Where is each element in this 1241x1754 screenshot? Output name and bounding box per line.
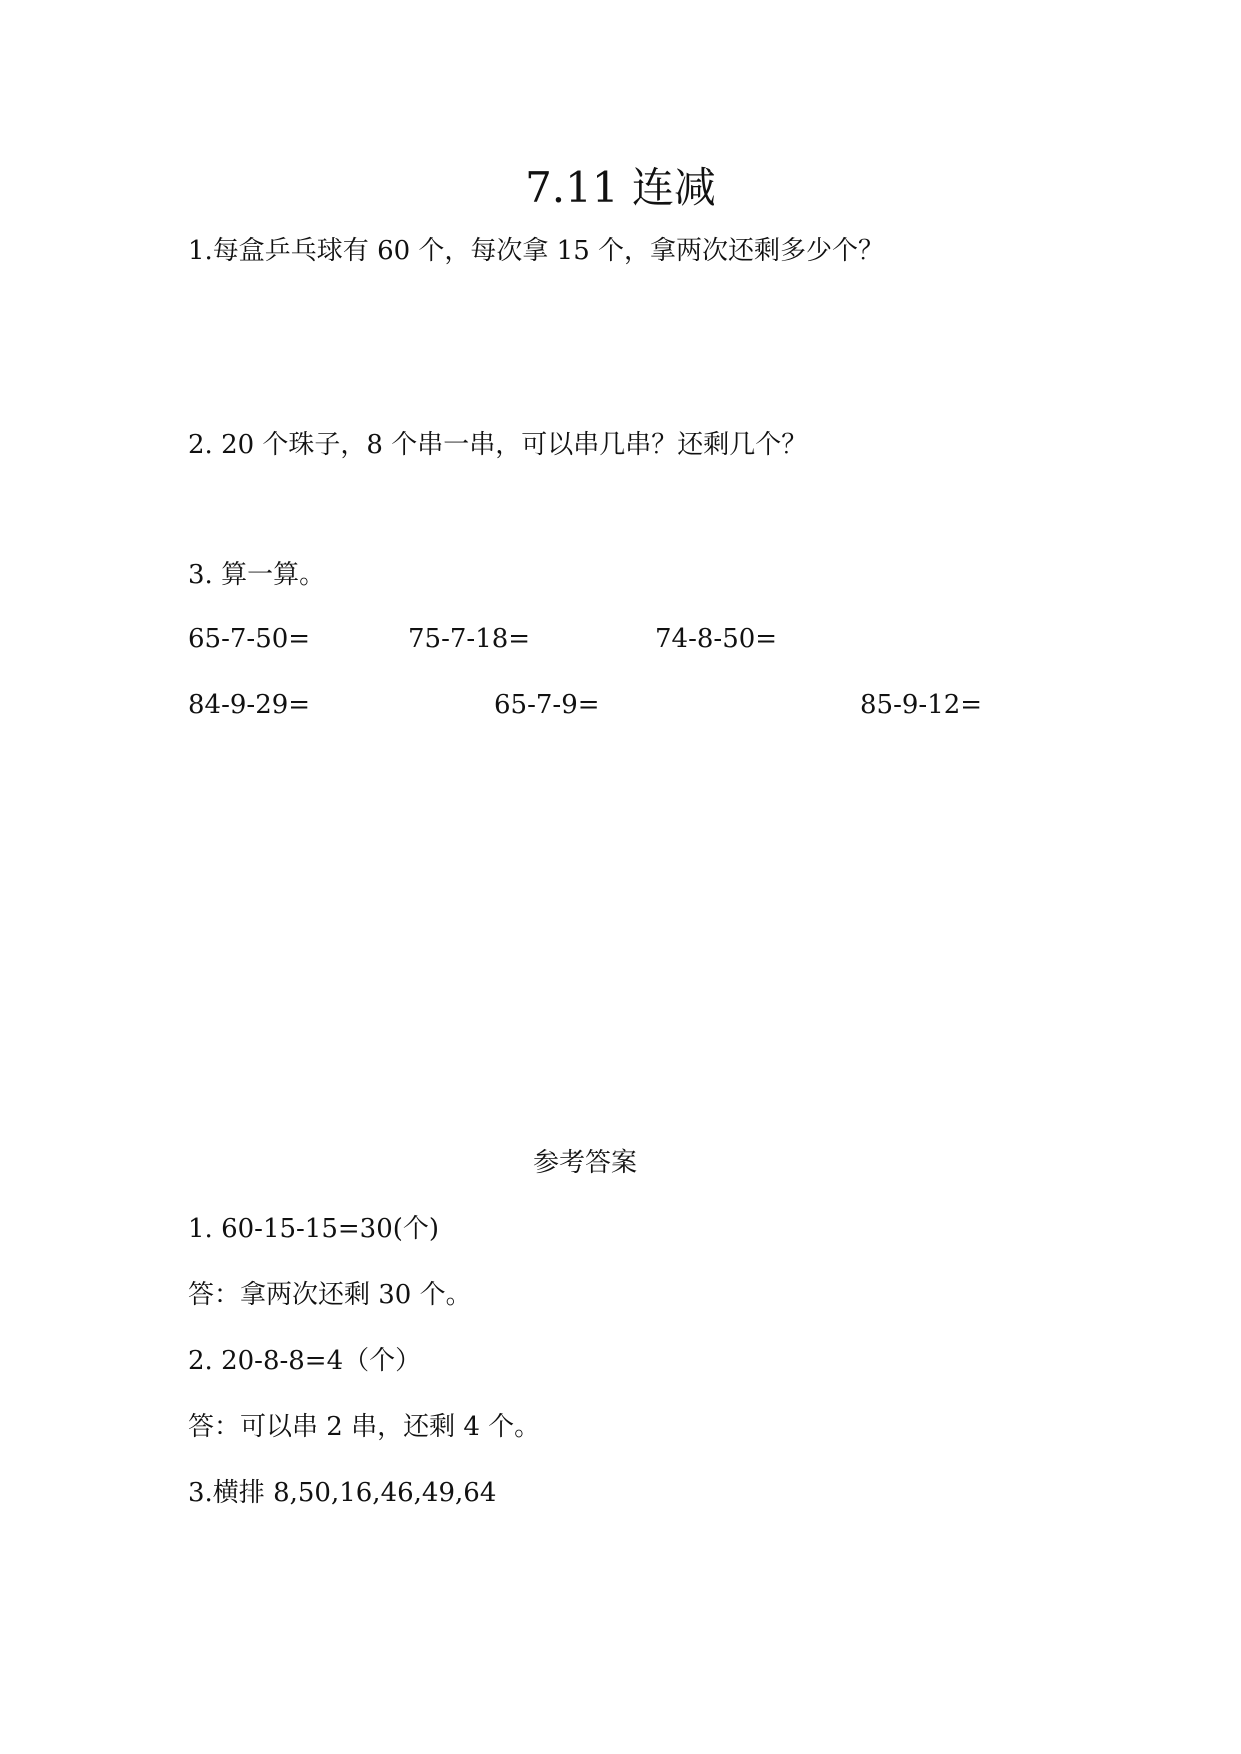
answer-2-text: 答：可以串 2 串，还剩 4 个。 — [188, 1412, 541, 1442]
answer-2-formula: 2. 20-8-8=4（个） — [188, 1346, 422, 1376]
calc-r1-c2: 75-7-18= — [408, 624, 531, 654]
calc-r2-c3: 85-9-12= — [860, 690, 983, 720]
calc-r1-c3: 74-8-50= — [655, 624, 778, 654]
calc-r2-c2: 65-7-9= — [494, 690, 600, 720]
question-1: 1.每盒乒乓球有 60 个，每次拿 15 个，拿两次还剩多少个？ — [188, 236, 885, 266]
answer-1-text: 答：拿两次还剩 30 个。 — [188, 1280, 472, 1310]
calc-r2-c1: 84-9-29= — [188, 690, 311, 720]
calc-r1-c1: 65-7-50= — [188, 624, 311, 654]
question-3: 3. 算一算。 — [188, 560, 326, 590]
question-2: 2. 20 个珠子，8 个串一串，可以串几串？还剩几个？ — [188, 430, 808, 460]
answer-3: 3.横排 8,50,16,46,49,64 — [188, 1478, 497, 1508]
answers-heading: 参考答案 — [532, 1148, 637, 1178]
page-title: 7.11 连减 — [525, 163, 716, 212]
answer-1-formula: 1. 60-15-15=30(个) — [188, 1214, 440, 1244]
